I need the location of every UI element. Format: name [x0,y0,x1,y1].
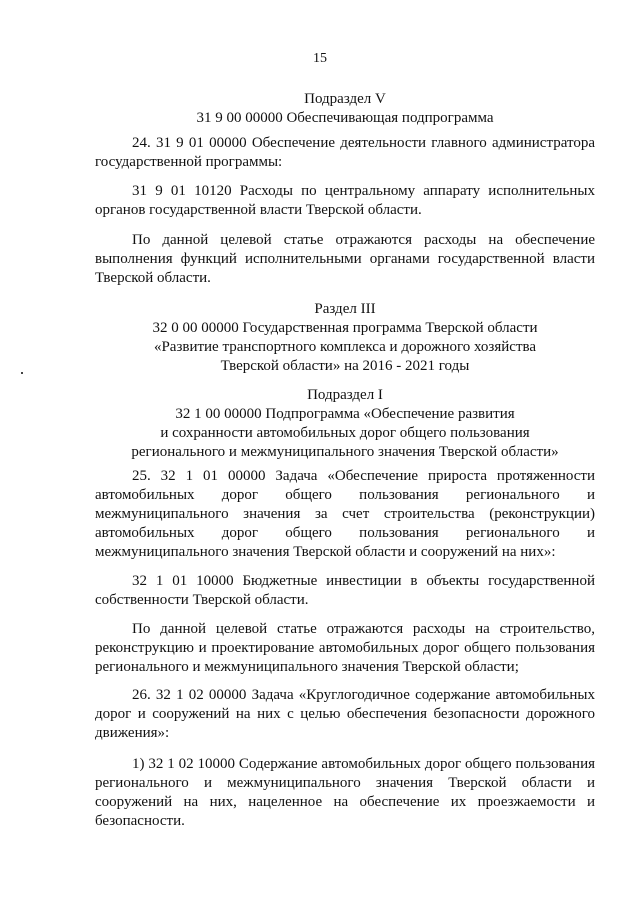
section-iii-line: 32 0 00 00000 Государственная программа Тверской области [152,320,538,336]
item-25-line: межмуниципального значения за счет строительства (реконструкции) [95,506,595,522]
item-26-paragraph: 26. 32 1 02 00000 Задача «Круглогодичное содержание автомобильных дорог и сооружений на них с целью обеспечения безопасности дорожного движения»: [95,687,595,741]
subsection-v-heading [95,90,595,128]
item-24-note-paragraph: По данной целевой статье отражаются расходы на обеспечение выполнения функций исполнительными органами государственной власти Тверской области. [95,232,595,286]
section-iii-line: «Развитие транспортного комплекса и дорожного хозяйства [153,339,537,355]
subsection-i-line: и сохранности автомобильных дорог общего пользования [160,425,530,441]
item-25-line: межмуниципального значения Тверской области и сооружений на них»: [95,544,556,560]
item-26-1-paragraph: 1) 32 1 02 10000 Содержание автомобильных дорог общего пользования регионального и межмуниципального значения Тверской области и сооружений на них, нацеленное на обеспечение их проезжаемости и безопасности. [95,756,595,829]
item-25-expense-paragraph: 32 1 01 10000 Бюджетные инвестиции в объекты государственной собственности Тверской области. [95,573,595,608]
item-24-paragraph: 24. 31 9 01 00000 Обеспечение деятельности главного администратора государственной программы: [95,135,595,170]
item-24-expense-paragraph: 31 9 01 10120 Расходы по центральному аппарату исполнительных органов государственной власти Тверской области. [95,183,595,218]
section-iii-heading [95,300,595,376]
margin-dot [21,372,23,374]
section-iii-line: Тверской области» на 2016 - 2021 годы [220,358,470,374]
item-25-line: автомобильных дорог общего пользования регионального и [95,525,595,541]
item-25-line: автомобильных дорог общего пользования регионального и [95,487,595,503]
subsection-i-line: 32 1 00 00000 Подпрограмма «Обеспечение развития [175,406,515,422]
section-iii-title: Раздел III [314,301,376,317]
subsection-v-subtitle: 31 9 00 00000 Обеспечивающая подпрограмма [196,110,494,126]
subsection-v-title: Подраздел V [304,91,386,107]
page-number: 15 [313,51,327,66]
item-25-note-paragraph: По данной целевой статье отражаются расходы на строительство, реконструкцию и проектирование автомобильных дорог общего пользования регионального и межмуниципального значения Тверской области; [95,621,595,675]
subsection-i-line: регионального и межмуниципального значения Тверской области» [131,444,559,460]
item-25-line: 25. 32 1 01 00000 Задача «Обеспечение прироста протяженности [132,468,595,484]
subsection-i-heading [95,386,595,462]
subsection-i-title: Подраздел I [307,387,383,403]
